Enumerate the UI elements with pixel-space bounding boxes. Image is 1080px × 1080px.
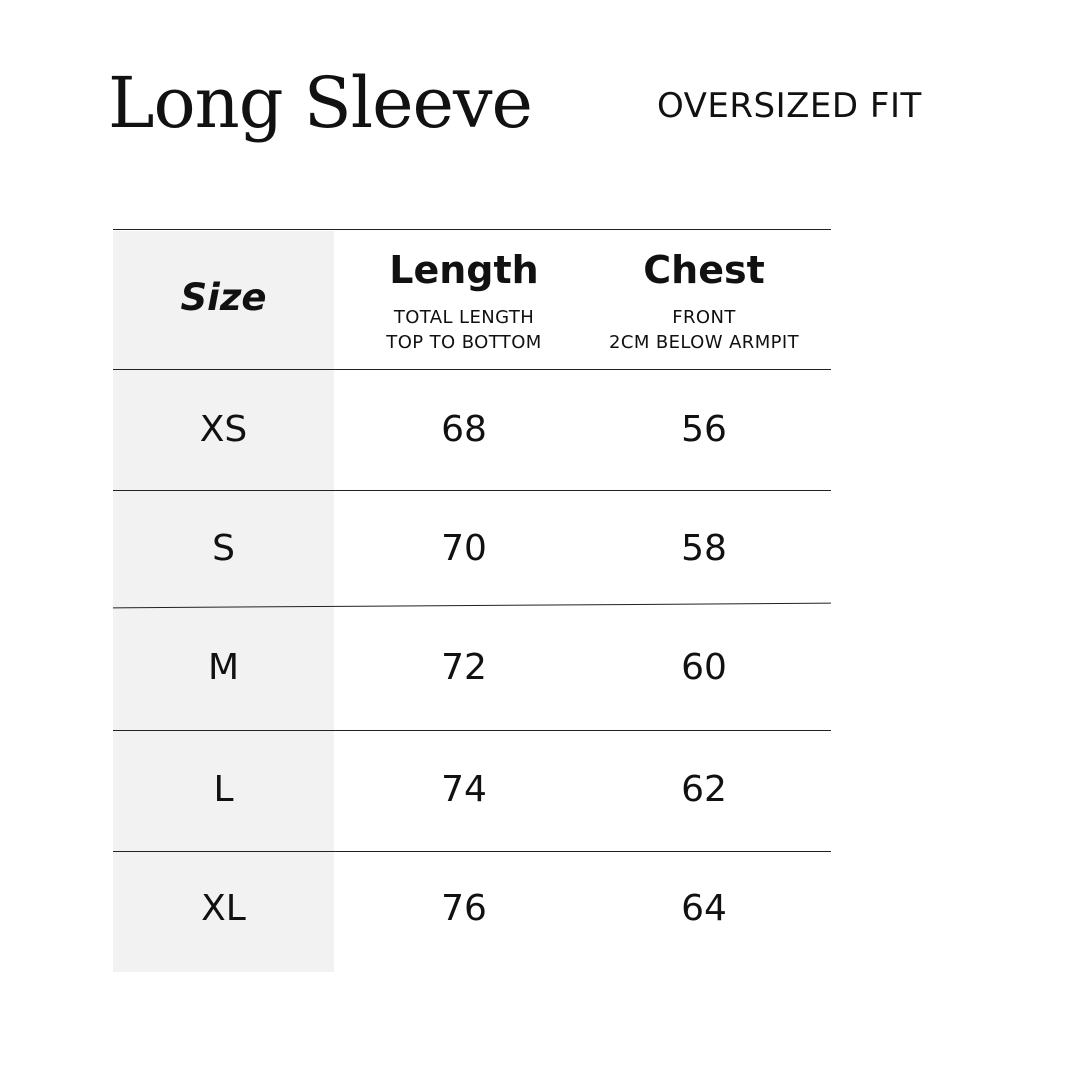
size-cell: L	[213, 769, 234, 810]
chest-cell: 58	[681, 528, 727, 569]
size-cell: S	[212, 528, 235, 569]
header-length-description	[344, 305, 584, 355]
header-length-sub-line: TOTAL LENGTH	[393, 307, 535, 328]
table-rule-row	[113, 490, 831, 491]
header-size: Size	[180, 276, 267, 319]
table-rule-row	[113, 851, 831, 852]
length-cell: 70	[441, 528, 487, 569]
size-column-background	[113, 231, 334, 972]
size-cell: M	[207, 647, 240, 688]
table-rule-header	[113, 369, 831, 370]
header-chest-description	[584, 305, 824, 355]
header-length-sub-line: TOP TO BOTTOM	[386, 332, 542, 353]
length-cell: 72	[441, 647, 487, 688]
chest-cell: 60	[681, 647, 727, 688]
length-cell: 74	[441, 769, 487, 810]
header-chest-sub-line: 2CM BELOW ARMPIT	[609, 332, 799, 353]
header-chest: Chest	[643, 248, 765, 292]
page-title: Long Sleeve	[108, 62, 532, 144]
chest-cell: 62	[681, 769, 727, 810]
length-cell: 76	[441, 888, 487, 929]
size-cell: XL	[201, 888, 246, 929]
table-rule-top	[113, 229, 831, 230]
size-cell: XS	[199, 409, 248, 450]
table-rule-row	[113, 730, 831, 731]
chest-cell: 64	[681, 888, 727, 929]
chest-cell: 56	[681, 409, 727, 450]
header-chest-sub-line: FRONT	[672, 307, 736, 328]
fit-label: OVERSIZED FIT	[657, 86, 922, 126]
length-cell: 68	[441, 409, 487, 450]
header-length: Length	[389, 248, 539, 292]
